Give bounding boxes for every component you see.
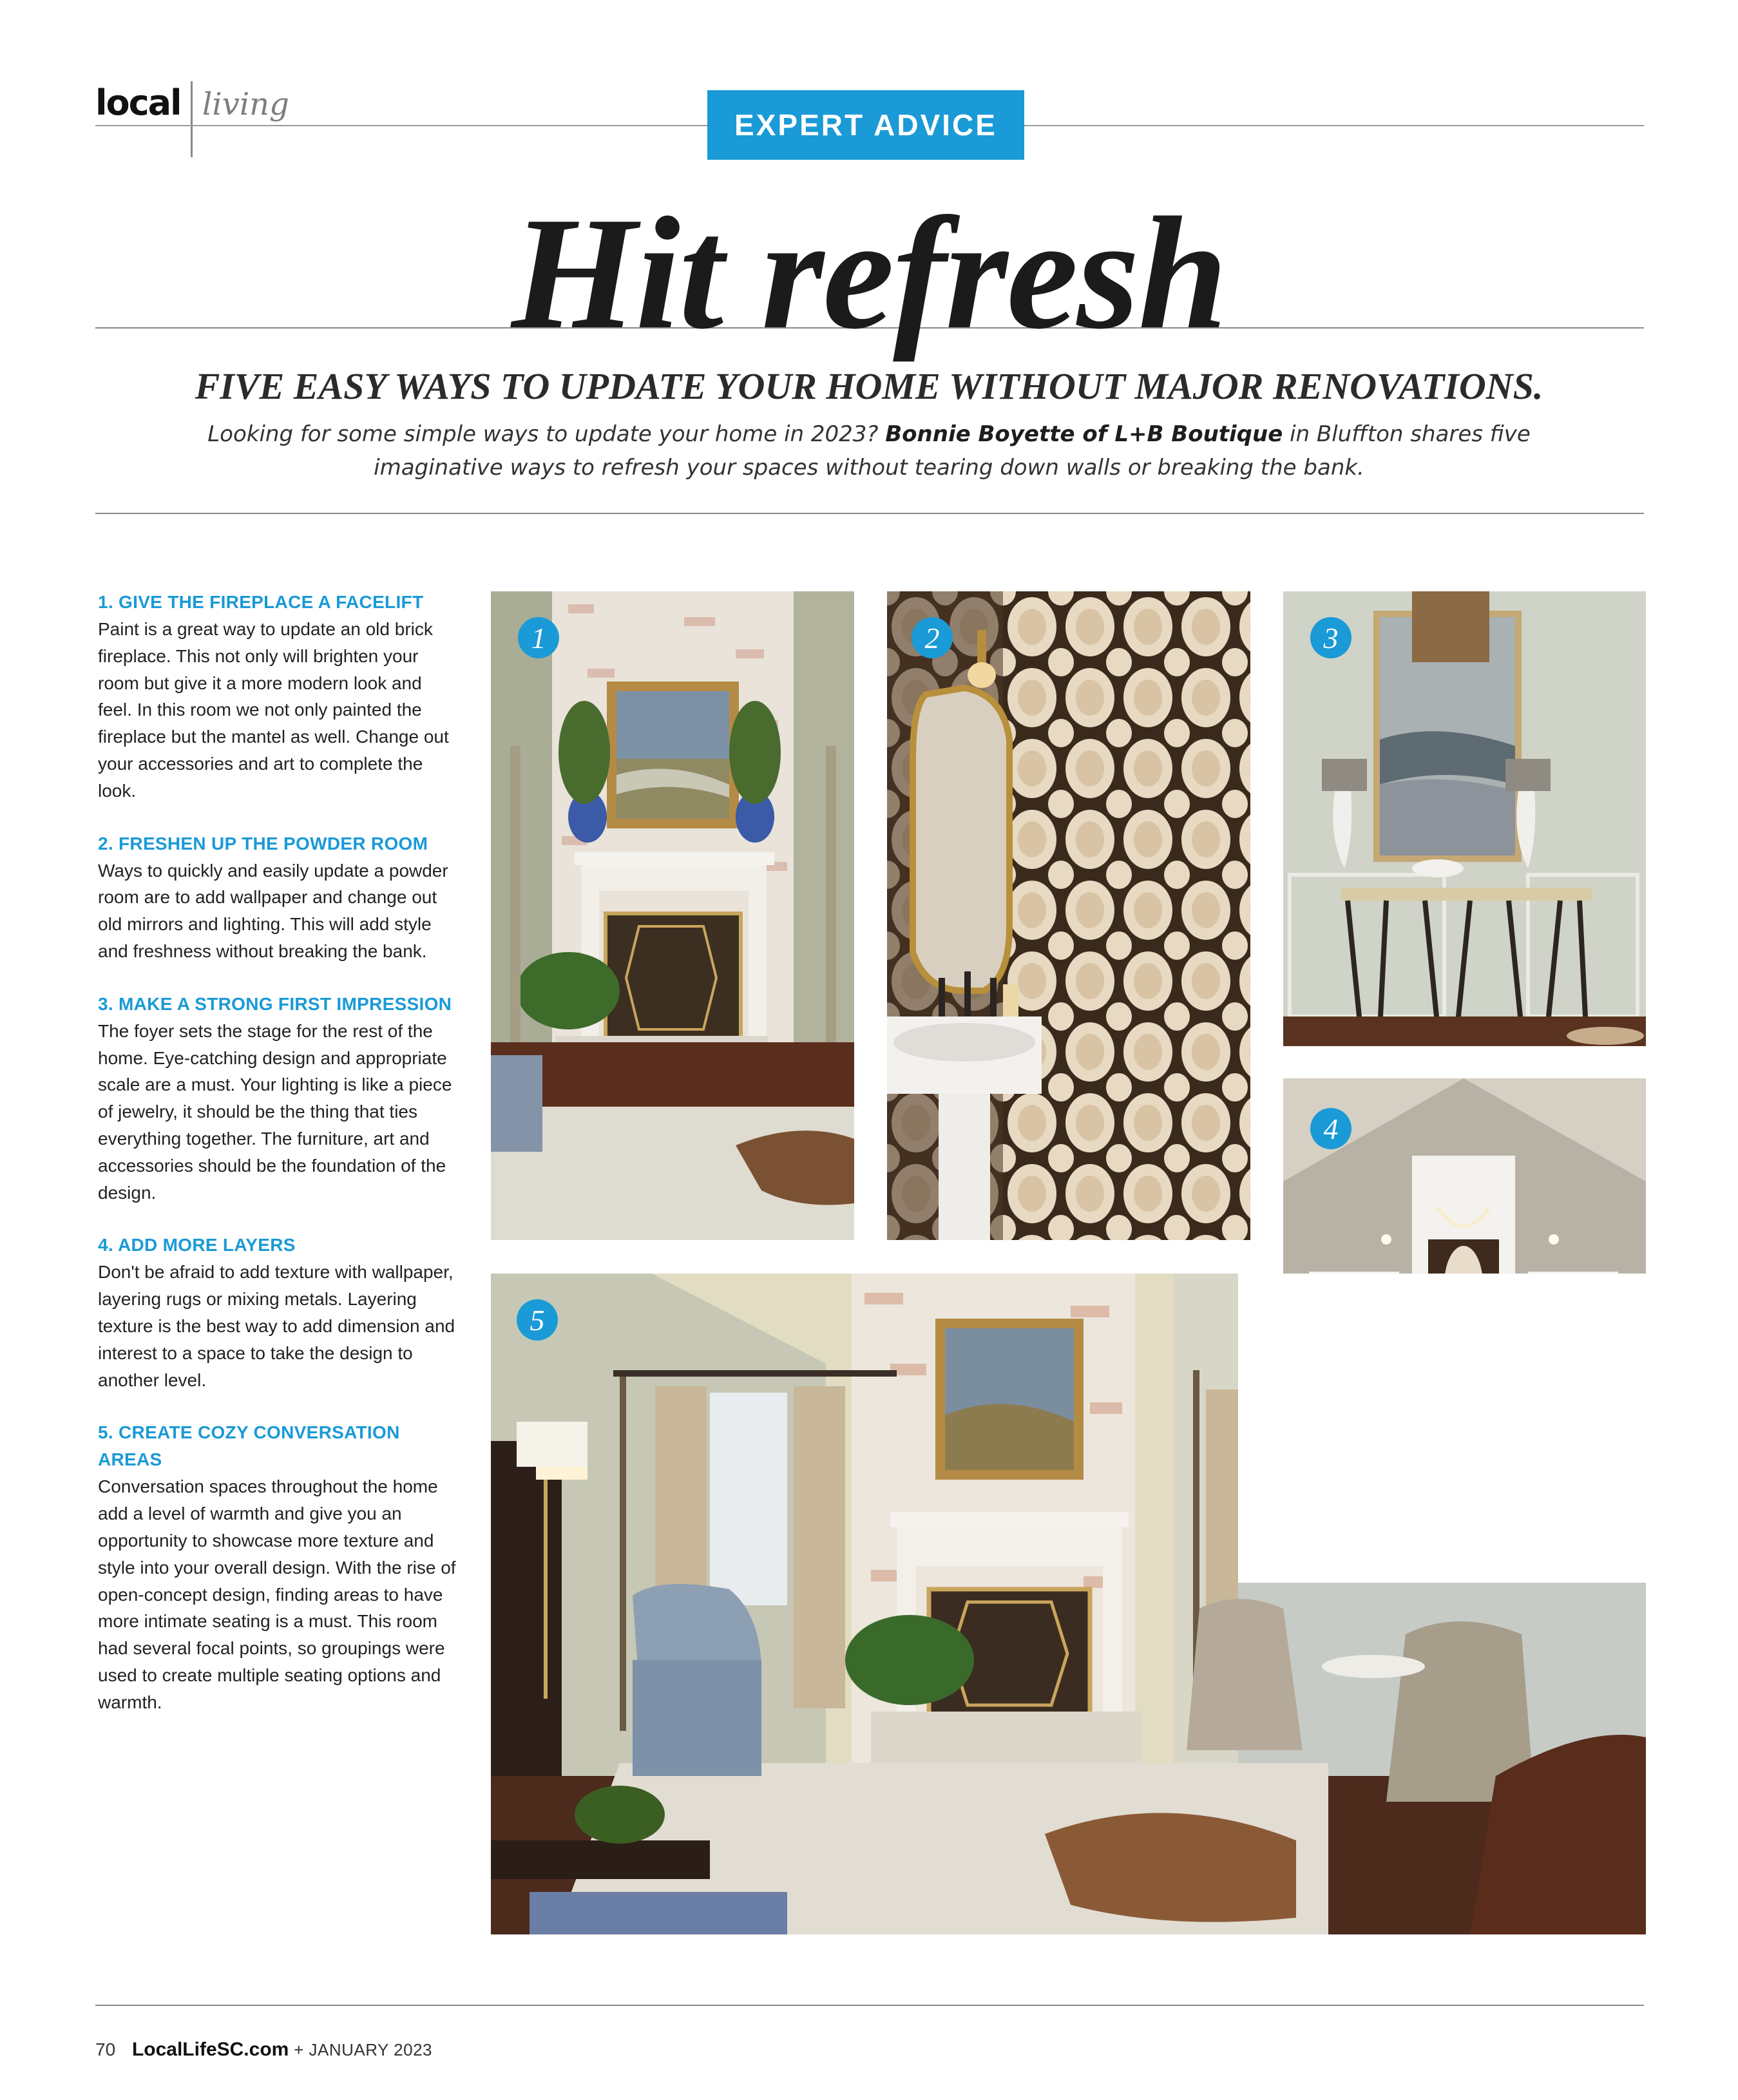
tip-heading: 2. FRESHEN UP THE POWDER ROOM [98,833,428,854]
tip-item [98,589,459,805]
article-subtitle: FIVE EASY WAYS TO UPDATE YOUR HOME WITHOUT MAJOR RENOVATIONS. [195,365,1543,407]
conversation-area-illustration [491,1274,1646,1934]
article-intro [193,417,1545,484]
tip-item [98,991,459,1207]
page-number: 70 [95,2039,116,2059]
photo-number-badge: 4 [1310,1108,1351,1149]
fireplace-illustration [491,591,854,1240]
section-tag: EXPERT ADVICE [707,90,1024,160]
photo-powder-room [887,591,1250,1240]
photo-foyer [1283,591,1646,1046]
footer-site-link[interactable]: LocalLifeSC.com [131,2039,289,2060]
tip-item [98,830,459,965]
tip-heading: 5. CREATE COZY CONVERSATION AREAS [98,1422,400,1470]
page-footer [95,2039,432,2061]
tip-body: Don't be afraid to add texture with wallpaper, layering rugs or mixing metals. Layering texture is the best way to add dimension and interest to a space to take the design to another level. [98,1262,455,1390]
photo-number-badge: 3 [1310,617,1351,658]
brand-living: living [202,86,289,122]
tip-item [98,1419,459,1715]
tip-item [98,1232,459,1393]
brand-local: local [95,82,181,123]
tip-heading: 1. GIVE THE FIREPLACE A FACELIFT [98,592,424,612]
tips-column [98,589,459,1742]
tip-body: Conversation spaces throughout the home add a level of warmth and give you an opportunity to showcase more texture and style into your overall design. With the rise of open-concept design, finding areas to have more intimate seating is a must. This room had several focal points, so groupings were used to create multiple seating options and warmth. [98,1476,456,1712]
photo-number-badge: 1 [518,617,559,658]
intro-text: Looking for some simple ways to update your home in 2023? [207,421,886,447]
intro-designer: Bonnie Boyette of L+B Boutique [885,421,1283,447]
article-title: Hit refresh [511,184,1227,363]
intro-text-end: in Bluffton shares five imaginative ways to refresh your spaces without tearing down walls or breaking the bank. [374,421,1531,481]
tip-body: The foyer sets the stage for the rest of the home. Eye-catching design and appropriate scale are a must. Your lighting is like a piece of jewelry, it should be the thing that ties everything together. The furniture, art and accessories should be the foundation of the design. [98,1020,452,1203]
powder-room-illustration [887,591,1250,1240]
brand-divider [191,81,193,157]
photo-number-badge: 5 [517,1299,558,1341]
tip-heading: 4. ADD MORE LAYERS [98,1235,296,1255]
photo-number-badge: 2 [912,617,953,658]
intro-rule [95,513,1644,514]
tip-body: Paint is a great way to update an old brick fireplace. This not only will brighten your room but give it a more modern look and feel. In this room we not only painted the fireplace but the mantel as well. Change out your accessories and art to complete the look. [98,619,449,801]
footer-issue-date: + JANUARY 2023 [294,2040,432,2059]
tip-body: Ways to quickly and easily update a powder room are to add wallpaper and change out old mirrors and lighting. This will add style and freshness without breaking the bank. [98,860,448,961]
photo-fireplace [491,591,854,1240]
photo-conversation-area [491,1274,1646,1934]
footer-rule [95,2005,1644,2006]
foyer-illustration [1283,591,1646,1046]
tip-heading: 3. MAKE A STRONG FIRST IMPRESSION [98,993,452,1014]
